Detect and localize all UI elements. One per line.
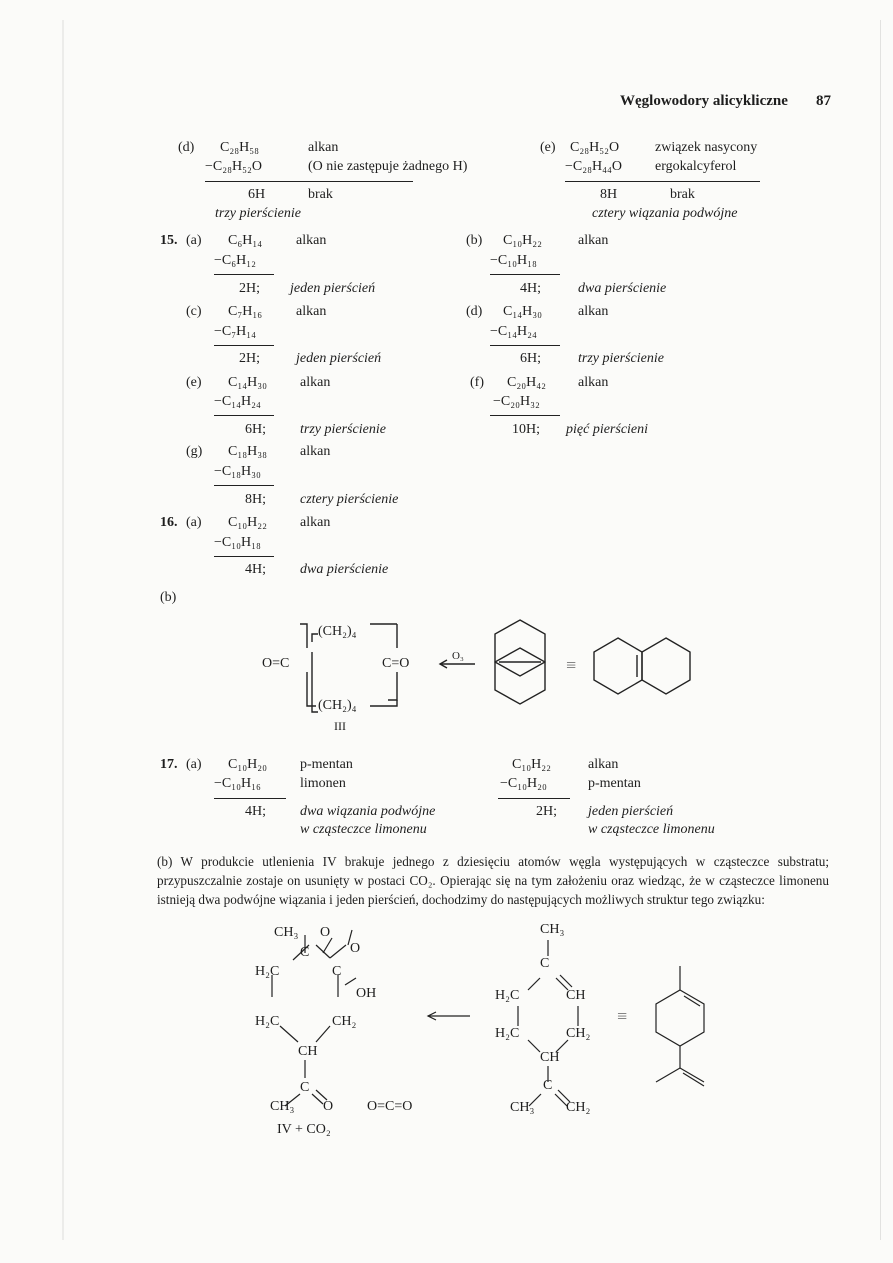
result: 6H xyxy=(248,187,266,202)
running-title: Węglowodory alicykliczne xyxy=(620,93,788,109)
descriptor: alkan xyxy=(300,515,331,530)
formula: C₇H₁₆ xyxy=(228,304,263,319)
page-edge xyxy=(880,20,881,1240)
equivalence-sign: ≡ xyxy=(617,1006,628,1026)
label-15d: (d) xyxy=(466,304,483,319)
ch3-label: CH₃ xyxy=(274,925,299,940)
co2-label: O=C=O xyxy=(367,1099,413,1114)
conclusion: dwa wiązania podwójne xyxy=(300,804,436,819)
product-caption: IV + CO₂ xyxy=(277,1122,331,1137)
conclusion: jeden pierścień xyxy=(290,281,376,296)
compound-label-III: III xyxy=(334,719,346,733)
ring xyxy=(656,990,704,1046)
carbonyl-right: C=O xyxy=(382,656,410,671)
descriptor: ergokalcyferol xyxy=(655,159,737,174)
result: 8H; xyxy=(245,492,266,507)
formula: −C₁₀H₂₀ xyxy=(500,776,547,791)
lower-ring xyxy=(495,648,545,704)
descriptor: p-mentan xyxy=(588,776,641,791)
formula: C₂₈H₅₈ xyxy=(220,140,259,155)
right-ring xyxy=(642,638,690,694)
formula: C₁₀H₂₂ xyxy=(512,757,551,772)
c-label: C xyxy=(300,1080,310,1095)
left-ring xyxy=(594,638,642,694)
formula: C₁₄H₃₀ xyxy=(228,375,267,390)
formula: C₁₈H₃₈ xyxy=(228,444,267,459)
descriptor: alkan xyxy=(578,375,609,390)
bond xyxy=(528,978,540,990)
subtraction-rule xyxy=(205,181,413,182)
subtraction-rule xyxy=(214,485,274,486)
problem-number-15: 15. xyxy=(160,233,178,248)
descriptor: p-mentan xyxy=(300,757,353,772)
formula: −C₁₀H₁₆ xyxy=(214,776,261,791)
formula: −C₁₀H₁₈ xyxy=(214,535,261,550)
ch3-label: CH₃ xyxy=(540,922,565,937)
result: 6H; xyxy=(245,422,266,437)
bond xyxy=(312,1094,323,1104)
double-bond xyxy=(684,996,700,1006)
subtraction-rule xyxy=(214,798,286,799)
label-14e: (e) xyxy=(540,140,556,155)
double-bond xyxy=(683,1073,704,1086)
result: 6H; xyxy=(520,351,541,366)
ch3-label: CH₃ xyxy=(270,1099,295,1114)
conclusion: dwa pierścienie xyxy=(578,281,667,296)
ch-label: CH xyxy=(540,1050,560,1065)
result: 2H; xyxy=(536,804,557,819)
conclusion: trzy pierścienie xyxy=(215,206,301,221)
formula: −C₁₄H₂₄ xyxy=(490,324,537,339)
formula: C₂₈H₅₂O xyxy=(570,140,620,155)
label-14d: (d) xyxy=(178,140,195,155)
result: 4H; xyxy=(245,562,266,577)
formula: −C₂₈H₄₄O xyxy=(565,159,622,174)
conclusion: jeden pierścień xyxy=(588,804,674,819)
formula: −C₆H₁₂ xyxy=(214,253,256,268)
formula: −C₇H₁₄ xyxy=(214,324,256,339)
h2c-label: H₂C xyxy=(495,988,520,1003)
conclusion: cztery pierścienie xyxy=(300,492,399,507)
reaction-arrow-head xyxy=(428,1012,436,1020)
o-label: O xyxy=(323,1099,334,1114)
descriptor: alkan xyxy=(300,444,331,459)
formula: C₆H₁₄ xyxy=(228,233,263,248)
problem-number-16: 16. xyxy=(160,515,178,530)
formula: −C₂₈H₅₂O xyxy=(205,159,262,174)
page-binding-shadow xyxy=(62,20,64,1240)
descriptor: alkan xyxy=(300,375,331,390)
ch3-label: CH₃ xyxy=(510,1100,535,1115)
result: 4H; xyxy=(520,281,541,296)
subtraction-rule xyxy=(214,415,274,416)
conclusion: trzy pierścienie xyxy=(300,422,386,437)
c-label: C xyxy=(543,1078,553,1093)
bracket-line xyxy=(307,672,316,706)
formula: C₁₀H₂₀ xyxy=(228,757,267,772)
page-number: 87 xyxy=(816,93,831,109)
conclusion: w cząsteczce limonenu xyxy=(300,822,427,837)
bond xyxy=(280,1026,298,1042)
h2c-label: H₂C xyxy=(495,1026,520,1041)
o-label: O xyxy=(350,941,361,956)
label-17a: (a) xyxy=(186,757,202,772)
formula: C₁₀H₂₂ xyxy=(503,233,542,248)
carbonyl-left: O=C xyxy=(262,656,290,671)
reagent-o3: O₃ xyxy=(452,650,464,662)
result: 2H; xyxy=(239,351,260,366)
bond xyxy=(330,945,346,958)
upper-ring xyxy=(495,620,545,676)
formula: C₁₀H₂₂ xyxy=(228,515,267,530)
h2c-label: H₂C xyxy=(255,1014,280,1029)
label-15e: (e) xyxy=(186,375,202,390)
conclusion: w cząsteczce limonenu xyxy=(588,822,715,837)
descriptor: (O nie zastępuje żadnego H) xyxy=(308,159,468,174)
bracket-line xyxy=(388,672,397,700)
paragraph-text: (b) W produkcie utlenienia IV brakuje jednego z dziesięciu atomów węgla występujących w cząsteczce substratu; przypuszczalnie zostaje on usunięty w postaci CO₂. Opierając się na tym założeniu oraz wiedząc, że w cząsteczce limonenu istnieją dwa podwójne wiązania i jeden pierścień, dochodzimy do następujących możliwych struktur tego związku: xyxy=(157,854,829,907)
descriptor: brak xyxy=(308,187,333,202)
problem-number-17: 17. xyxy=(160,757,178,772)
ch2-chain-bottom: (CH₂)₄ xyxy=(318,698,357,713)
label-15c: (c) xyxy=(186,304,202,319)
h2c-label: H₂C xyxy=(255,964,280,979)
equivalence-sign: ≡ xyxy=(566,655,577,675)
subtraction-rule xyxy=(565,181,760,182)
formula: −C₁₈H₃₀ xyxy=(214,464,261,479)
descriptor: związek nasycony xyxy=(655,140,758,155)
c-label: C xyxy=(300,945,310,960)
reaction-arrow-head xyxy=(440,660,447,668)
label-15g: (g) xyxy=(186,444,203,459)
bond xyxy=(560,975,572,987)
conclusion: cztery wiązania podwójne xyxy=(592,206,738,221)
bracket-line xyxy=(300,629,318,700)
conclusion: trzy pierścienie xyxy=(578,351,664,366)
conclusion: pięć pierścieni xyxy=(566,422,649,437)
formula: −C₁₀H₁₈ xyxy=(490,253,537,268)
label-16b: (b) xyxy=(160,590,177,605)
ch2-label: CH₂ xyxy=(332,1014,357,1029)
bracket-line xyxy=(370,700,397,706)
subtraction-rule xyxy=(214,556,274,557)
descriptor: alkan xyxy=(588,757,619,772)
label-15f: (f) xyxy=(470,375,484,390)
subtraction-rule xyxy=(490,345,560,346)
ch2-label: CH₂ xyxy=(566,1026,591,1041)
result: 4H; xyxy=(245,804,266,819)
bond xyxy=(656,1068,680,1082)
conclusion: jeden pierścień xyxy=(296,351,382,366)
result: 8H xyxy=(600,187,618,202)
descriptor: alkan xyxy=(296,233,327,248)
subtraction-rule xyxy=(490,274,560,275)
oh-label: OH xyxy=(356,986,377,1001)
ch2-label: CH₂ xyxy=(566,1100,591,1115)
bond xyxy=(680,1068,704,1082)
descriptor: alkan xyxy=(296,304,327,319)
ch2-chain-top: (CH₂)₄ xyxy=(318,624,357,639)
bracket-line xyxy=(300,624,307,648)
label-16a: (a) xyxy=(186,515,202,530)
subtraction-rule xyxy=(214,274,274,275)
descriptor: limonen xyxy=(300,776,346,791)
descriptor: alkan xyxy=(578,233,609,248)
subtraction-rule xyxy=(498,798,570,799)
result: 10H; xyxy=(512,422,540,437)
bond xyxy=(316,1026,330,1042)
formula: −C₂₀H₃₂ xyxy=(493,394,540,409)
formula: C₂₀H₄₂ xyxy=(507,375,546,390)
bond xyxy=(316,945,330,958)
descriptor: brak xyxy=(670,187,695,202)
paragraph-17b xyxy=(157,852,829,909)
subtraction-rule xyxy=(490,415,560,416)
result: 2H; xyxy=(239,281,260,296)
formula: C₁₄H₃₀ xyxy=(503,304,542,319)
label-15b: (b) xyxy=(466,233,483,248)
bond xyxy=(528,1040,540,1052)
c-label: C xyxy=(540,956,550,971)
c-label: C xyxy=(332,964,342,979)
descriptor: alkan xyxy=(308,140,339,155)
o-label: O xyxy=(320,925,331,940)
ch-label: CH xyxy=(298,1044,318,1059)
label-15a: (a) xyxy=(186,233,202,248)
conclusion: dwa pierścienie xyxy=(300,562,389,577)
bond xyxy=(345,978,356,985)
ch-label: CH xyxy=(566,988,586,1003)
formula: −C₁₄H₂₄ xyxy=(214,394,261,409)
descriptor: alkan xyxy=(578,304,609,319)
subtraction-rule xyxy=(214,345,274,346)
